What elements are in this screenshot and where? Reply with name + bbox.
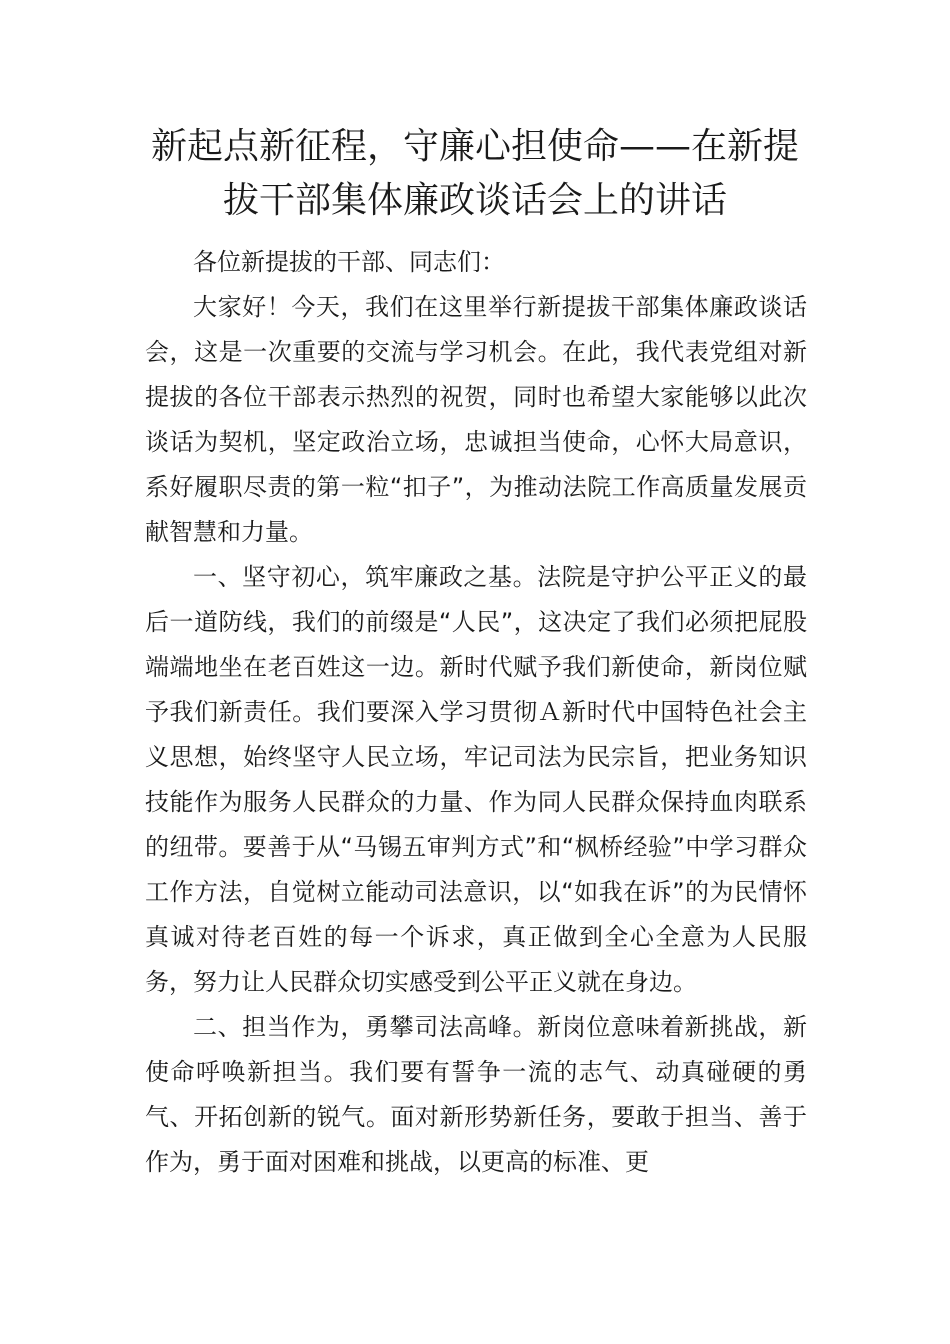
- opening-paragraph: 大家好！今天，我们在这里举行新提拔干部集体廉政谈话会，这是一次重要的交流与学习机会。在此，我代表党组对新提拔的各位干部表示热烈的祝贺，同时也希望大家能够以此次谈话为契机，坚定政治立场，忠诚担当使命，心怀大局意识，系好履职尽责的第一粒“扣子”，为推动法院工作高质量发展贡献智慧和力量。: [145, 293, 807, 546]
- document-title: 新起点新征程，守廉心担使命——在新提拔干部集体廉政谈话会上的讲话: [150, 126, 799, 221]
- document-body: [145, 240, 807, 1185]
- section-one-paragraph: 一、坚守初心，筑牢廉政之基。法院是守护公平正义的最后一道防线，我们的前缀是“人民”，这决定了我们必须把屁股端端地坐在老百姓这一边。新时代赋予我们新使命，新岗位赋予我们新责任。我们要深入学习贯彻Ａ新时代中国特色社会主义思想，始终坚守人民立场，牢记司法为民宗旨，把业务知识技能作为服务人民群众的力量、作为同人民群众保持血肉联系的纽带。要善于从“马锡五审判方式”和“枫桥经验”中学习群众工作方法，自觉树立能动司法意识，以“如我在诉”的为民情怀真诚对待老百姓的每一个诉求，真正做到全心全意为人民服务，努力让人民群众切实感受到公平正义就在身边。: [145, 563, 807, 996]
- section-two-paragraph: 二、担当作为，勇攀司法高峰。新岗位意味着新挑战，新使命呼唤新担当。我们要有誓争一流的志气、动真碰硬的勇气、开拓创新的锐气。面对新形势新任务，要敢于担当、善于作为，勇于面对困难和挑战，以更高的标准、更: [145, 1013, 807, 1176]
- salutation-paragraph: 各位新提拔的干部、同志们：: [193, 248, 505, 276]
